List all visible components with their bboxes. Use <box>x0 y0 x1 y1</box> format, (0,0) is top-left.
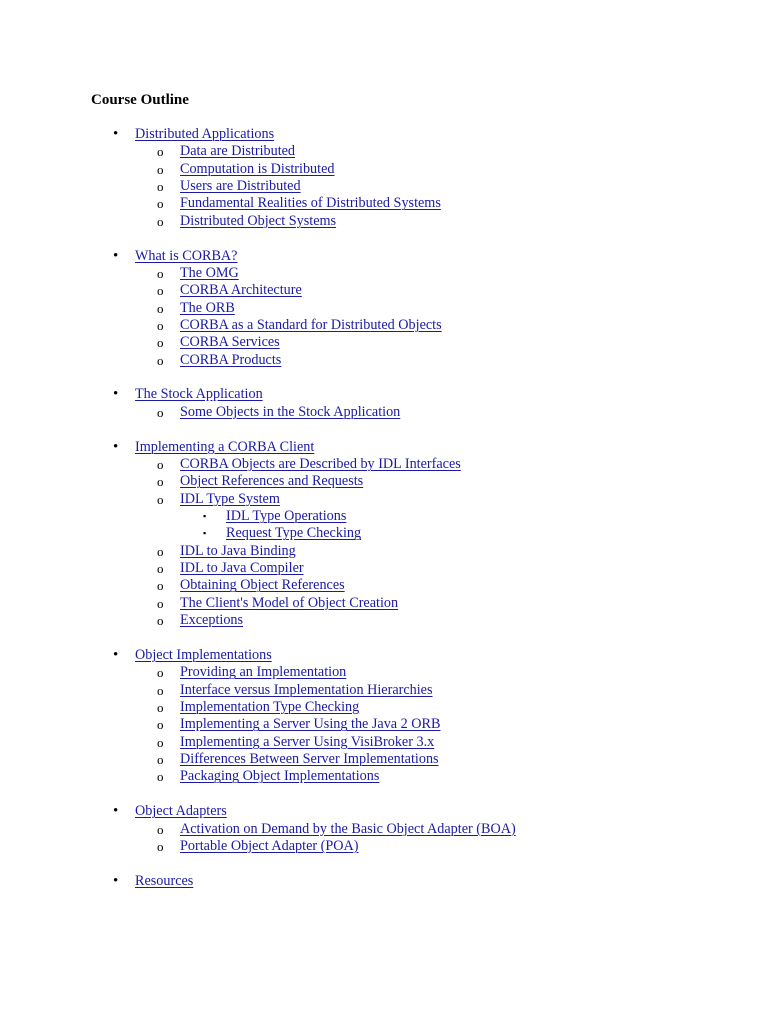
bullet-circle-icon: o <box>157 300 164 316</box>
outline-item <box>0 126 768 143</box>
outline-item <box>0 803 768 820</box>
link-providing-an-implementation[interactable]: Providing an Implementation <box>180 664 347 681</box>
link-implementation-type-checking[interactable]: Implementation Type Checking <box>180 698 360 715</box>
outline-item <box>0 265 768 282</box>
link-idl-type-operations[interactable]: IDL Type Operations <box>226 508 347 525</box>
bullet-circle-icon: o <box>157 665 164 681</box>
bullet-circle-icon: o <box>157 317 164 333</box>
link-resources[interactable]: Resources <box>135 872 194 889</box>
outline-item <box>0 195 768 212</box>
outline-item <box>0 768 768 785</box>
link-corba-services[interactable]: CORBA Services <box>180 334 280 351</box>
bullet-circle-icon: o <box>157 769 164 785</box>
bullet-disc-icon: • <box>113 872 119 889</box>
link-object-adapters[interactable]: Object Adapters <box>135 803 227 820</box>
bullet-circle-icon: o <box>157 335 164 351</box>
link-some-objects-in-the-stock-application[interactable]: Some Objects in the Stock Application <box>180 403 401 420</box>
bullet-circle-icon: o <box>157 543 164 559</box>
outline-item <box>0 213 768 230</box>
bullet-circle-icon: o <box>157 352 164 368</box>
outline-item <box>0 473 768 490</box>
bullet-circle-icon: o <box>157 595 164 611</box>
link-distributed-object-systems[interactable]: Distributed Object Systems <box>180 212 337 229</box>
link-interface-versus-implementation-hierarchies[interactable]: Interface versus Implementation Hierarchies <box>180 681 433 698</box>
bullet-square-icon: ▪ <box>203 511 207 522</box>
link-implementing-a-corba-client[interactable]: Implementing a CORBA Client <box>135 438 315 455</box>
link-request-type-checking[interactable]: Request Type Checking <box>226 525 362 542</box>
outline-item <box>0 386 768 403</box>
outline-item <box>0 838 768 855</box>
bullet-circle-icon: o <box>157 752 164 767</box>
link-the-stock-application[interactable]: The Stock Application <box>135 386 263 403</box>
link-corba-objects-are-described-by-idl-interfaces[interactable]: CORBA Objects are Described by IDL Interfaces <box>180 456 461 472</box>
link-object-implementations[interactable]: Object Implementations <box>135 646 272 663</box>
outline-item <box>0 699 768 716</box>
outline-item <box>0 352 768 369</box>
outline-item <box>0 821 768 838</box>
bullet-circle-icon: o <box>157 196 164 212</box>
outline-item <box>0 161 768 178</box>
bullet-circle-icon: o <box>157 578 164 594</box>
outline-item <box>0 734 768 751</box>
outline-item <box>0 282 768 299</box>
bullet-circle-icon: o <box>157 144 164 160</box>
bullet-circle-icon: o <box>157 561 164 577</box>
outline-item <box>0 404 768 421</box>
link-corba-as-a-standard-for-distributed-objects[interactable]: CORBA as a Standard for Distributed Objects <box>180 316 442 333</box>
outline-section <box>0 386 768 421</box>
outline-item <box>0 577 768 594</box>
outline-item <box>0 560 768 577</box>
outline-item <box>0 751 768 768</box>
bullet-circle-icon: o <box>157 821 164 837</box>
outline-section <box>0 803 768 855</box>
link-implementing-a-server-using-the-java-2-orb[interactable]: Implementing a Server Using the Java 2 ORB <box>180 716 441 733</box>
outline-item <box>0 595 768 612</box>
link-idl-to-java-binding[interactable]: IDL to Java Binding <box>180 542 296 559</box>
link-corba-products[interactable]: CORBA Products <box>180 351 282 368</box>
link-portable-object-adapter-poa[interactable]: Portable Object Adapter (POA) <box>180 837 359 854</box>
outline-item <box>0 508 768 525</box>
link-the-orb[interactable]: The ORB <box>180 299 235 316</box>
bullet-disc-icon: • <box>113 126 119 142</box>
bullet-circle-icon: o <box>157 491 164 507</box>
link-fundamental-realities-of-distributed-systems[interactable]: Fundamental Realities of Distributed Systems <box>180 195 441 212</box>
outline-item <box>0 143 768 160</box>
outline-section <box>0 126 768 230</box>
outline-item <box>0 647 768 664</box>
bullet-circle-icon: o <box>157 699 164 715</box>
link-exceptions[interactable]: Exceptions <box>180 612 244 629</box>
bullet-circle-icon: o <box>157 682 164 698</box>
link-packaging-object-implementations[interactable]: Packaging Object Implementations <box>180 768 380 785</box>
outline-section <box>0 248 768 369</box>
link-what-is-corba[interactable]: What is CORBA? <box>135 247 238 264</box>
bullet-disc-icon: • <box>113 386 119 403</box>
outline-section <box>0 647 768 786</box>
bullet-circle-icon: o <box>157 734 164 750</box>
bullet-circle-icon: o <box>157 838 164 854</box>
outline-item <box>0 612 768 629</box>
outline-item <box>0 456 768 473</box>
outline-item <box>0 525 768 542</box>
bullet-circle-icon: o <box>157 161 164 177</box>
link-idl-to-java-compiler[interactable]: IDL to Java Compiler <box>180 560 304 577</box>
link-obtaining-object-references[interactable]: Obtaining Object References <box>180 577 345 594</box>
outline-item <box>0 873 768 890</box>
bullet-square-icon: ▪ <box>203 528 207 539</box>
bullet-circle-icon: o <box>157 404 164 420</box>
outline-item <box>0 300 768 317</box>
link-implementing-a-server-using-visibroker-3-x[interactable]: Implementing a Server Using VisiBroker 3.x <box>180 733 435 750</box>
bullet-circle-icon: o <box>157 265 164 281</box>
link-the-client-s-model-of-object-creation[interactable]: The Client's Model of Object Creation <box>180 594 399 611</box>
bullet-circle-icon: o <box>157 179 164 195</box>
outline-item <box>0 664 768 681</box>
outline-item <box>0 334 768 351</box>
bullet-circle-icon: o <box>157 717 164 733</box>
outline-item <box>0 178 768 195</box>
bullet-circle-icon: o <box>157 474 164 490</box>
bullet-circle-icon: o <box>157 283 164 299</box>
bullet-disc-icon: • <box>113 247 119 264</box>
outline-section <box>0 439 768 630</box>
bullet-disc-icon: • <box>113 803 119 820</box>
outline-item <box>0 439 768 456</box>
page-title: Course Outline <box>91 92 189 108</box>
bullet-disc-icon: • <box>113 646 119 663</box>
outline-item <box>0 248 768 265</box>
link-computation-is-distributed[interactable]: Computation is Distributed <box>180 160 335 177</box>
outline-item <box>0 317 768 334</box>
link-activation-on-demand-by-the-basic-object-adapter-boa[interactable]: Activation on Demand by the Basic Object Adapter (BOA) <box>180 820 516 837</box>
link-the-omg[interactable]: The OMG <box>180 264 239 281</box>
bullet-circle-icon: o <box>157 213 164 229</box>
link-data-are-distributed[interactable]: Data are Distributed <box>180 143 296 160</box>
bullet-disc-icon: • <box>113 438 119 455</box>
outline-item <box>0 543 768 560</box>
outline-item <box>0 491 768 508</box>
link-object-references-and-requests[interactable]: Object References and Requests <box>180 473 364 490</box>
link-corba-architecture[interactable]: CORBA Architecture <box>180 282 302 299</box>
bullet-circle-icon: o <box>157 613 164 629</box>
link-distributed-applications[interactable]: Distributed Applications <box>135 126 275 142</box>
bullet-circle-icon: o <box>157 457 164 472</box>
link-idl-type-system[interactable]: IDL Type System <box>180 490 280 507</box>
course-outline-list <box>0 126 768 908</box>
link-users-are-distributed[interactable]: Users are Distributed <box>180 178 301 195</box>
link-differences-between-server-implementations[interactable]: Differences Between Server Implementations <box>180 751 439 767</box>
outline-item <box>0 682 768 699</box>
outline-item <box>0 716 768 733</box>
outline-section <box>0 873 768 890</box>
